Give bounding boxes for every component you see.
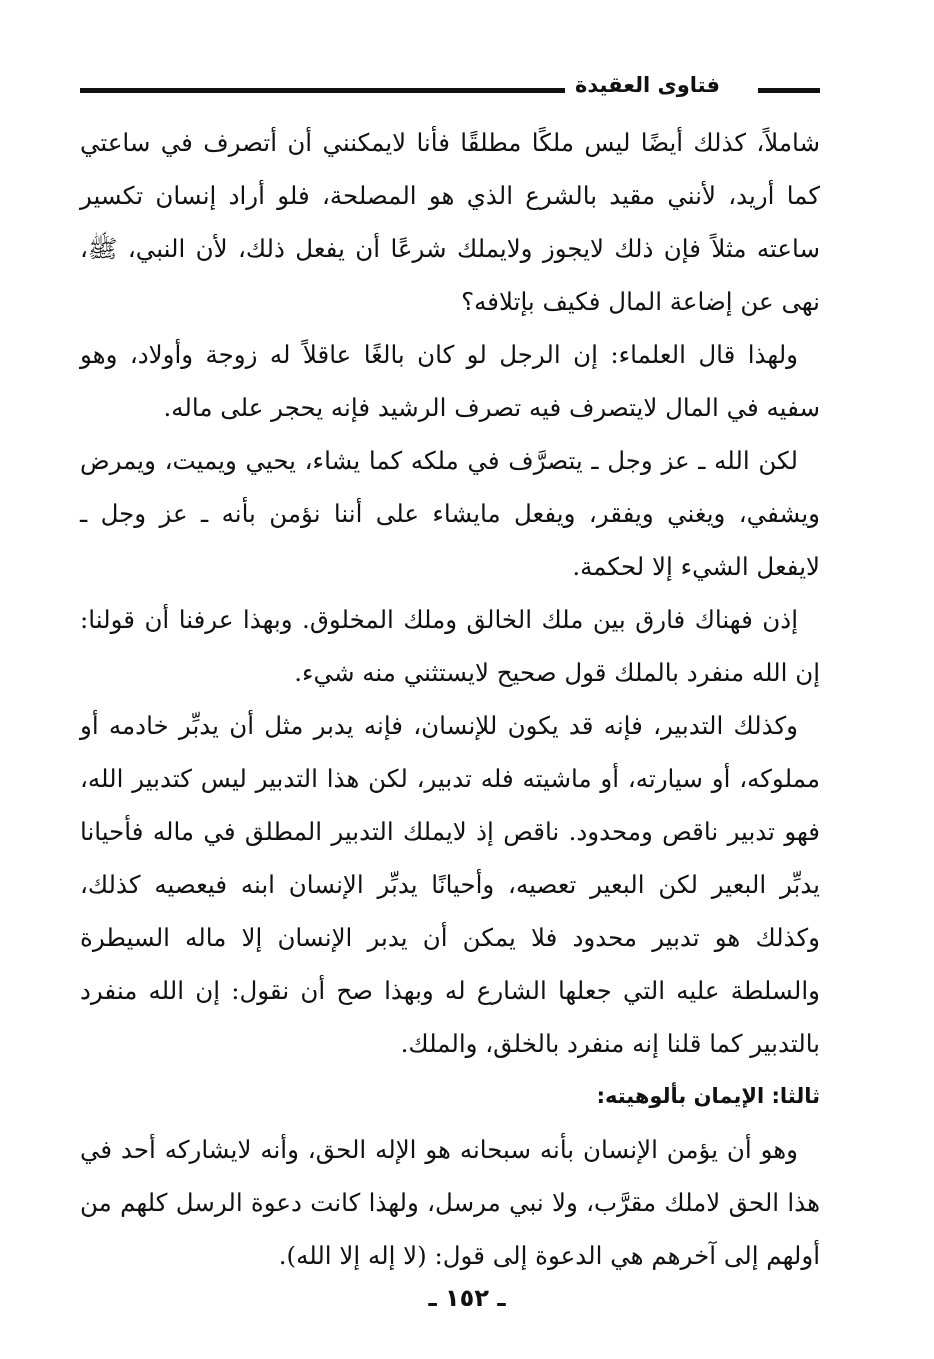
page-header [80,70,820,106]
section-paragraph: وهو أن يؤمن الإنسان بأنه سبحانه هو الإله الحق، وأنه لايشاركه أحد في هذا الحق لاملك مقرَّب، ولا نبي مرسل، ولهذا كانت دعوة الرسل كلهم من أولهم إلى آخرهم هي الدعوة إلى قول: (لا إله إلا الله). [80,1135,820,1270]
header-rule-long [80,88,596,93]
body-text [80,116,820,1282]
section-heading: ثالثا: الإيمان بألوهيته: [596,1084,820,1108]
paragraph-1: شاملاً، كذلك أيضًا ليس ملكًا مطلقًا فأنا لايمكنني أن أتصرف في ساعتي كما أريد، لأنني مقيد بالشرع الذي هو المصلحة، فلو أراد إنسان تكسير ساعته مثلاً فإن ذلك لايجوز ولايملك شرعًا أن يفعل ذلك، لأن النبي، ﷺ، نهى عن إضاعة المال فكيف بإتلافه؟ [80,128,820,316]
paragraph-5: وكذلك التدبير، فإنه قد يكون للإنسان، فإنه يدبر مثل أن يدبِّر خادمه أو مملوكه، أو سيارته، أو ماشيته فله تدبير، لكن هذا التدبير ليس كتدبير الله، فهو تدبير ناقص ومحدود. ناقص إذ لايملك التدبير المطلق في ماله فأحيانا يدبِّر البعير لكن البعير تعصيه، وأحيانًا يدبِّر الإنسان ابنه فيعصيه كذلك، وكذلك هو تدبير محدود فلا يمكن أن يدبر الإنسان إلا ماله السيطرة والسلطة عليه التي جعلها الشارع له وبهذا صح أن نقول: إن الله منفرد بالتدبير كما قلنا إنه منفرد بالخلق، والملك. [80,711,820,1058]
header-rule-short [758,88,820,93]
paragraph-3: لكن الله ـ عز وجل ـ يتصرَّف في ملكه كما يشاء، يحيي ويميت، ويمرض ويشفي، ويغني ويفقر، ويفعل مايشاء على أننا نؤمن بأنه ـ عز وجل ـ لايفعل الشيء إلا لحكمة. [80,446,820,581]
book-title: فتاوى العقيدة [565,70,730,100]
paragraph-4: إذن فهناك فارق بين ملك الخالق وملك المخلوق. وبهذا عرفنا أن قولنا: إن الله منفرد بالملك قول صحيح لايستثني منه شيء. [80,605,820,687]
paragraph-2: ولهذا قال العلماء: إن الرجل لو كان بالغًا عاقلاً له زوجة وأولاد، وهو سفيه في المال لايتصرف فيه تصرف الرشيد فإنه يحجر على ماله. [80,340,820,422]
page-number: ـ ١٥٢ ـ [428,1284,506,1312]
